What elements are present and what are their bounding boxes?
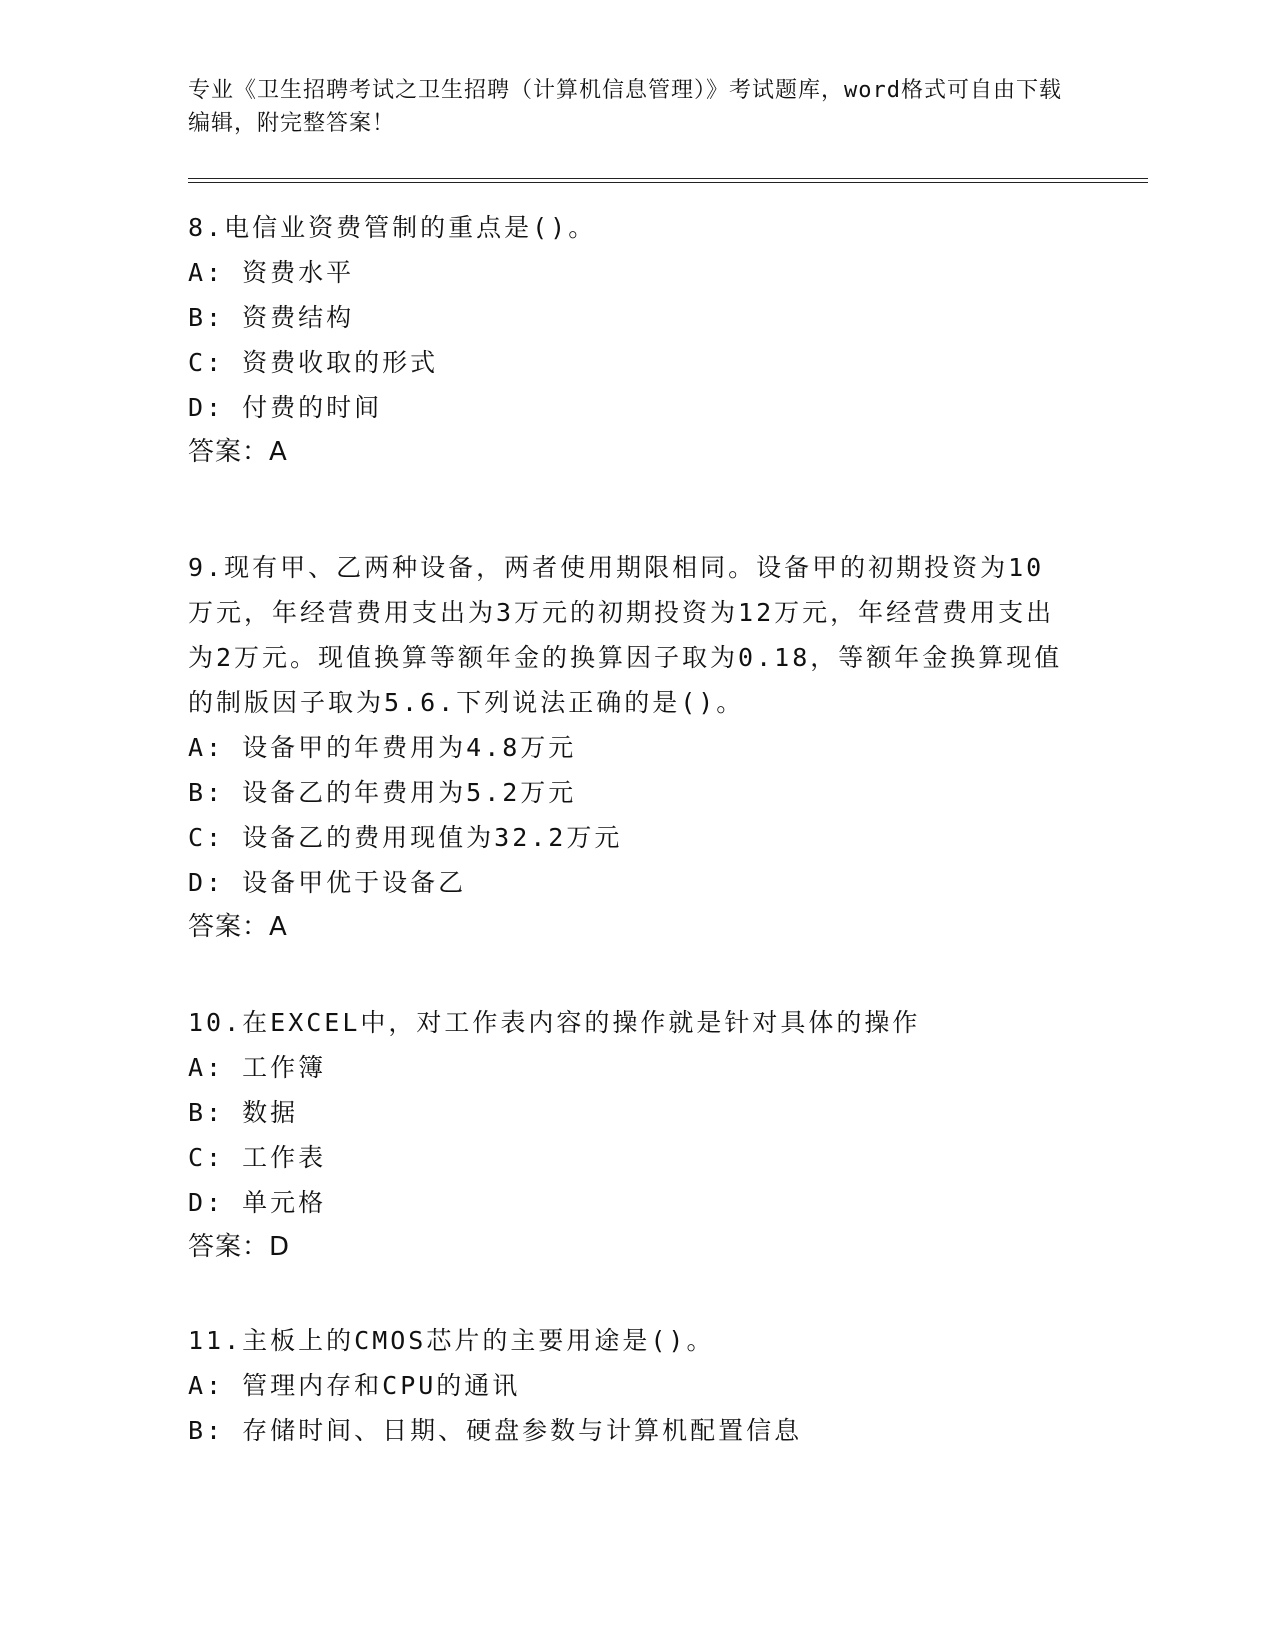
answer-label: 答案：A: [188, 437, 288, 467]
option-c: C: 工作表: [188, 1143, 327, 1172]
question-9: [188, 545, 1068, 950]
question-stem: 11.主板上的CMOS芯片的主要用途是()。: [188, 1326, 715, 1355]
option-c: C: 设备乙的费用现值为32.2万元: [188, 823, 623, 852]
option-d: D: 付费的时间: [188, 393, 383, 422]
option-c: C: 资费收取的形式: [188, 348, 439, 377]
option-a: A: 设备甲的年费用为4.8万元: [188, 733, 577, 762]
question-stem: 8.电信业资费管制的重点是()。: [188, 213, 597, 242]
question-stem: 9.现有甲、乙两种设备，两者使用期限相同。设备甲的初期投资为10万元，年经营费用支出为3万元的初期投资为12万元，年经营费用支出为2万元。现值换算等额年金的换算因子取为0.18，等额年金换算现值的制版因子取为5.6.下列说法正确的是()。: [188, 553, 1063, 717]
document-page: [188, 0, 1148, 1650]
question-10: [188, 1000, 1068, 1270]
option-a: A: 资费水平: [188, 258, 355, 287]
question-11: [188, 1318, 1068, 1453]
option-b: B: 资费结构: [188, 303, 355, 332]
question-stem: 10.在EXCEL中，对工作表内容的操作就是针对具体的操作: [188, 1008, 921, 1037]
document-header: 专业《卫生招聘考试之卫生招聘（计算机信息管理）》考试题库，word格式可自由下载编辑，附完整答案！: [188, 78, 1062, 136]
option-b: B: 设备乙的年费用为5.2万元: [188, 778, 577, 807]
option-d: D: 单元格: [188, 1188, 327, 1217]
option-a: A: 工作簿: [188, 1053, 327, 1082]
option-d: D: 设备甲优于设备乙: [188, 868, 467, 897]
answer-label: 答案：D: [188, 1232, 291, 1262]
option-b: B: 数据: [188, 1098, 299, 1127]
question-8: [188, 205, 1068, 475]
option-b: B: 存储时间、日期、硬盘参数与计算机配置信息: [188, 1416, 803, 1445]
option-a: A: 管理内存和CPU的通讯: [188, 1371, 521, 1400]
answer-label: 答案：A: [188, 912, 288, 942]
header-divider: [188, 178, 1148, 183]
